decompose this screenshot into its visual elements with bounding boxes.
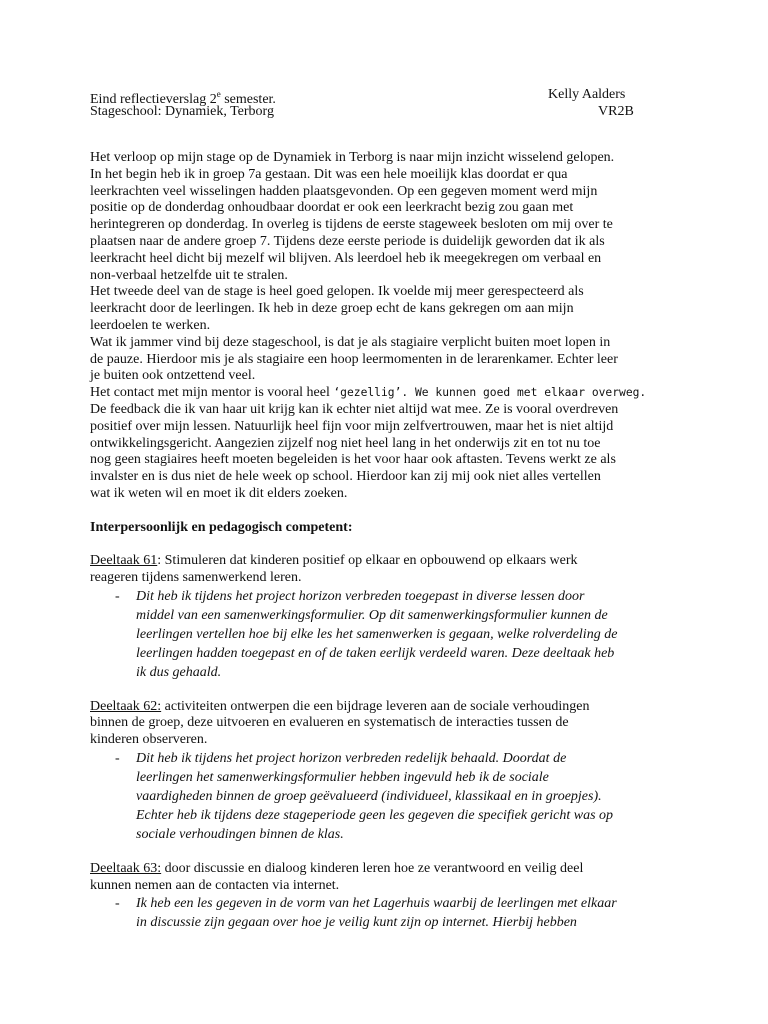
school-name: Stageschool: Dynamiek, Terborg — [90, 104, 274, 119]
task-label: Deeltaak 61 — [90, 553, 158, 569]
text-line: plaatsen naar de andere groep 7. Tijdens deze eerste periode is duidelijk geworden dat ik als — [90, 233, 605, 249]
mentor-text-mono: ‘gezellig’. We kunnen goed met elkaar overweg. — [333, 386, 647, 400]
text-line: Wat ik jammer vind bij deze stageschool, is dat je als stagiaire verplicht buiten moet lopen in — [90, 334, 611, 350]
text-line: herintegreren op donderdag. In overleg is tijdens de eerste stageweek besloten om mij over te — [90, 217, 613, 233]
task-description: door discussie en dialoog kinderen leren hoe ze verantwoord en veilig deel — [161, 860, 584, 876]
task-reflection — [90, 894, 690, 932]
text-line: wat ik weten wil en moet ik dit elders zoeken. — [90, 485, 348, 501]
spacer — [90, 844, 690, 861]
text-line: nog geen stagiaires heeft moeten begeleiden is het voor haar ook aftasten. Tevens werkt ze als — [90, 452, 616, 468]
text-line: Het tweede deel van de stage is heel goed gelopen. Ik voelde mij meer gerespecteerd als — [90, 284, 584, 300]
class-code: VR2B — [598, 104, 634, 119]
title-superscript: e — [216, 89, 221, 99]
author-name: Kelly Aalders — [548, 87, 626, 102]
reflection-line: vaardigheden binnen de groep geëvalueerd (individueel, klassikaal en in groepjes). — [136, 788, 602, 804]
reflection-line: Echter heb ik tijdens deze stageperiode geen les gegeven die specifiek gericht was op — [136, 807, 614, 823]
text-line: invalster en is dus niet de hele week op school. Hierdoor kan zij mij ook niet alles vertellen — [90, 469, 601, 485]
reflection-line: ik dus gehaald. — [136, 664, 222, 680]
reflection-line: Ik heb een les gegeven in de vorm van het Lagerhuis waarbij de leerlingen met elkaar — [136, 896, 617, 912]
task-description-line: kunnen nemen aan de contacten via internet. — [90, 877, 340, 893]
spacer — [90, 682, 690, 699]
task-description-line: binnen de groep, deze uitvoeren en evalueren en systematisch de interacties tussen de — [90, 715, 569, 731]
text-line: leerkracht door de leerlingen. Ik heb in deze groep echt de kans gekregen om aan mijn — [90, 301, 574, 317]
text-line: In het begin heb ik in groep 7a gestaan. Dit was een hele moeilijk klas doordat er qua — [90, 166, 568, 182]
reflection-line: sociale verhoudingen binnen de klas. — [136, 826, 344, 842]
text-line: leerkrachten veel wisselingen hadden plaatsgevonden. Op een gegeven moment werd mijn — [90, 183, 598, 199]
bullet-dash: - — [115, 588, 120, 604]
text-line: non-verbaal hetzelfde uit te stralen. — [90, 267, 288, 283]
text-line: je buiten ook ontzettend veel. — [90, 368, 256, 384]
task-62 — [90, 699, 690, 844]
mentor-text: Het contact met mijn mentor is vooral heel — [90, 385, 334, 401]
document-body — [90, 150, 690, 932]
text-line: Het verloop op mijn stage op de Dynamiek in Terborg is naar mijn inzicht wisselend gelopen. — [90, 150, 615, 165]
task-label: Deeltaak 63: — [90, 860, 162, 876]
task-63 — [90, 861, 690, 933]
task-label-punct: : — [157, 553, 162, 569]
text-line: positief over mijn lessen. Natuurlijk heel fijn voor mijn zelfvertrouwen, maar het is niet altijd — [90, 418, 614, 434]
spacer — [90, 536, 690, 553]
task-reflection — [90, 749, 690, 844]
section-heading: Interpersoonlijk en pedagogisch competent: — [90, 519, 353, 535]
reflection-line: leerlingen hadden toegepast en of de taken eerlijk verdeeld waren. Deze deeltaak heb — [136, 645, 615, 661]
task-description-line: kinderen observeren. — [90, 732, 208, 748]
text-line: leerdoelen te werken. — [90, 317, 211, 333]
task-description-line — [90, 699, 690, 716]
reflection-line: Dit heb ik tijdens het project horizon verbreden toegepast in diverse lessen door — [136, 588, 585, 604]
bullet-dash: - — [115, 896, 120, 912]
text-line: positie op de donderdag onhoudbaar doordat er ook een leerkracht bezig zou gaan met — [90, 200, 574, 216]
mentor-line — [90, 385, 690, 402]
bullet-dash: - — [115, 750, 120, 766]
spacer — [90, 503, 690, 520]
title-suffix: semester. — [220, 92, 276, 107]
task-label: Deeltaak 62: — [90, 698, 162, 714]
reflection-line: leerlingen vertellen hoe bij elke les het samenwerken is gegaan, welke rolverdeling de — [136, 626, 618, 642]
task-description-line — [90, 861, 690, 878]
text-line: ontwikkelingsgericht. Aangezien zijzelf nog niet heel lang in het onderwijs zit en tot nu toe — [90, 435, 601, 451]
reflection-line: leerlingen het samenwerkingsformulier hebben ingevuld heb ik de sociale — [136, 769, 549, 785]
text-line: leerkracht heel dicht bij mezelf wil blijven. Als leerdoel heb ik meegekregen om verbaal en — [90, 250, 602, 266]
title-text: Eind reflectieverslag 2 — [90, 92, 217, 107]
task-description-line: reageren tijdens samenwerkend leren. — [90, 569, 302, 585]
text-line: De feedback die ik van haar uit krijg kan ik echter niet altijd wat mee. Ze is vooral overdreven — [90, 401, 619, 417]
task-description: activiteiten ontwerpen die een bijdrage leveren aan de sociale verhoudingen — [161, 698, 590, 714]
task-reflection — [90, 587, 690, 682]
task-description: Stimuleren dat kinderen positief op elkaar en opbouwend op elkaars werk — [161, 553, 578, 569]
task-description-line — [90, 553, 690, 570]
task-61 — [90, 553, 690, 682]
text-line: de pauze. Hierdoor mis je als stagiaire een hoop leermomenten in de lerarenkamer. Echter leer — [90, 351, 618, 367]
reflection-line: middel van een samenwerkingsformulier. Op dit samenwerkingsformulier kunnen de — [136, 607, 608, 623]
intro-paragraph — [90, 150, 690, 503]
reflection-line: in discussie zijn gegaan over hoe je veilig kunt zijn op internet. Hierbij hebben — [136, 915, 577, 931]
reflection-line: Dit heb ik tijdens het project horizon verbreden redelijk behaald. Doordat de — [136, 750, 567, 766]
